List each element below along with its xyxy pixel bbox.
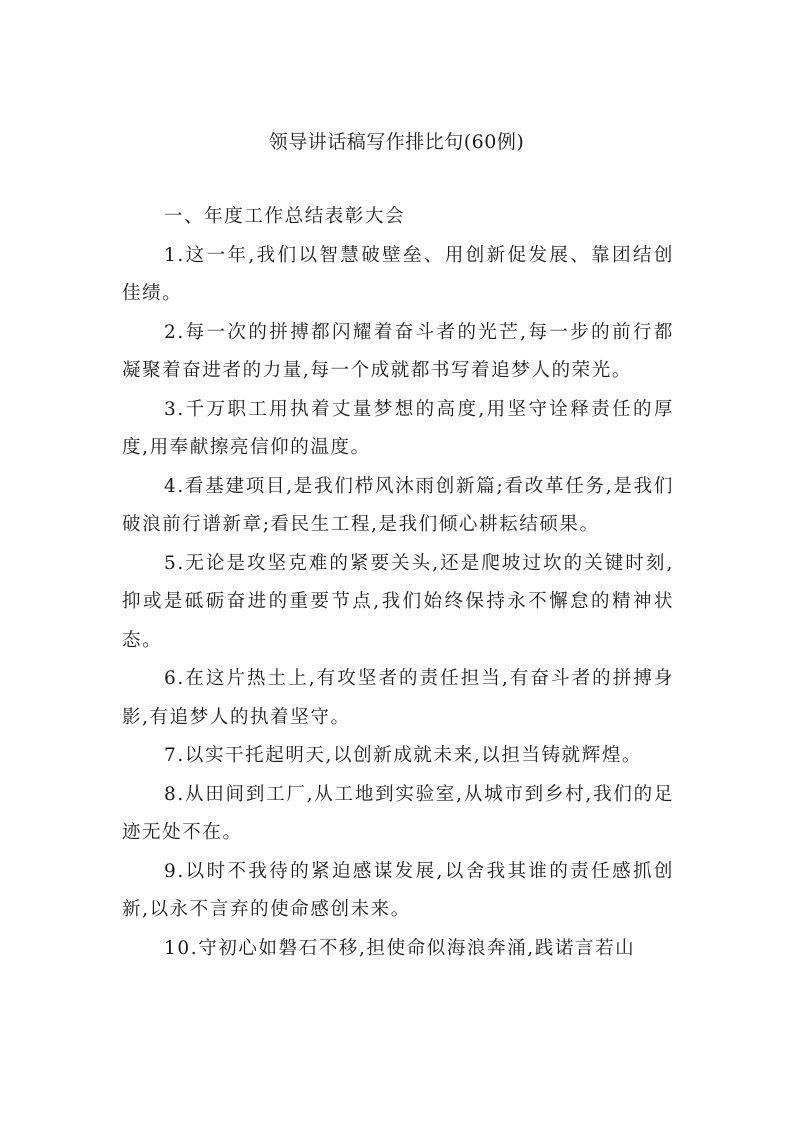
paragraph-item-3: 3.千万职工用执着丈量梦想的高度,用坚守诠释责任的厚度,用奉献擦亮信仰的温度。 [122,398,674,458]
paragraph-item-1: 1.这一年,我们以智慧破壁垒、用创新促发展、靠团结创佳绩。 [122,244,674,304]
paragraph-item-6: 6.在这片热土上,有攻坚者的责任担当,有奋斗者的拼搏身影,有追梦人的执着坚守。 [122,668,674,728]
paragraph-item-5: 5.无论是攻坚克难的紧要关头,还是爬坡过坎的关键时刻,抑或是砥砺奋进的重要节点,我们始终保持永不懈怠的精神状态。 [122,552,674,651]
paragraph-item-4: 4.看基建项目,是我们栉风沐雨创新篇;看改革任务,是我们破浪前行谱新章;看民生工程,是我们倾心耕耘结硕果。 [122,475,674,535]
document-title: 领导讲话稿写作排比句(60例) [268,131,525,153]
document-body [122,198,674,968]
paragraph-item-7: 7.以实干托起明天,以创新成就未来,以担当铸就辉煌。 [164,745,643,766]
section-heading: 一、年度工作总结表彰大会 [164,206,406,227]
paragraph-item-8: 8.从田间到工厂,从工地到实验室,从城市到乡村,我们的足迹无处不在。 [122,783,674,843]
paragraph-item-9: 9.以时不我待的紧迫感谋发展,以舍我其谁的责任感抓创新,以永不言弃的使命感创未来。 [122,860,674,920]
paragraph-item-2: 2.每一次的拼搏都闪耀着奋斗者的光芒,每一步的前行都凝聚着奋进者的力量,每一个成就都书写着追梦人的荣光。 [122,321,674,381]
paragraph-item-10: 10.守初心如磐石不移,担使命似海浪奔涌,践诺言若山 [164,937,636,959]
